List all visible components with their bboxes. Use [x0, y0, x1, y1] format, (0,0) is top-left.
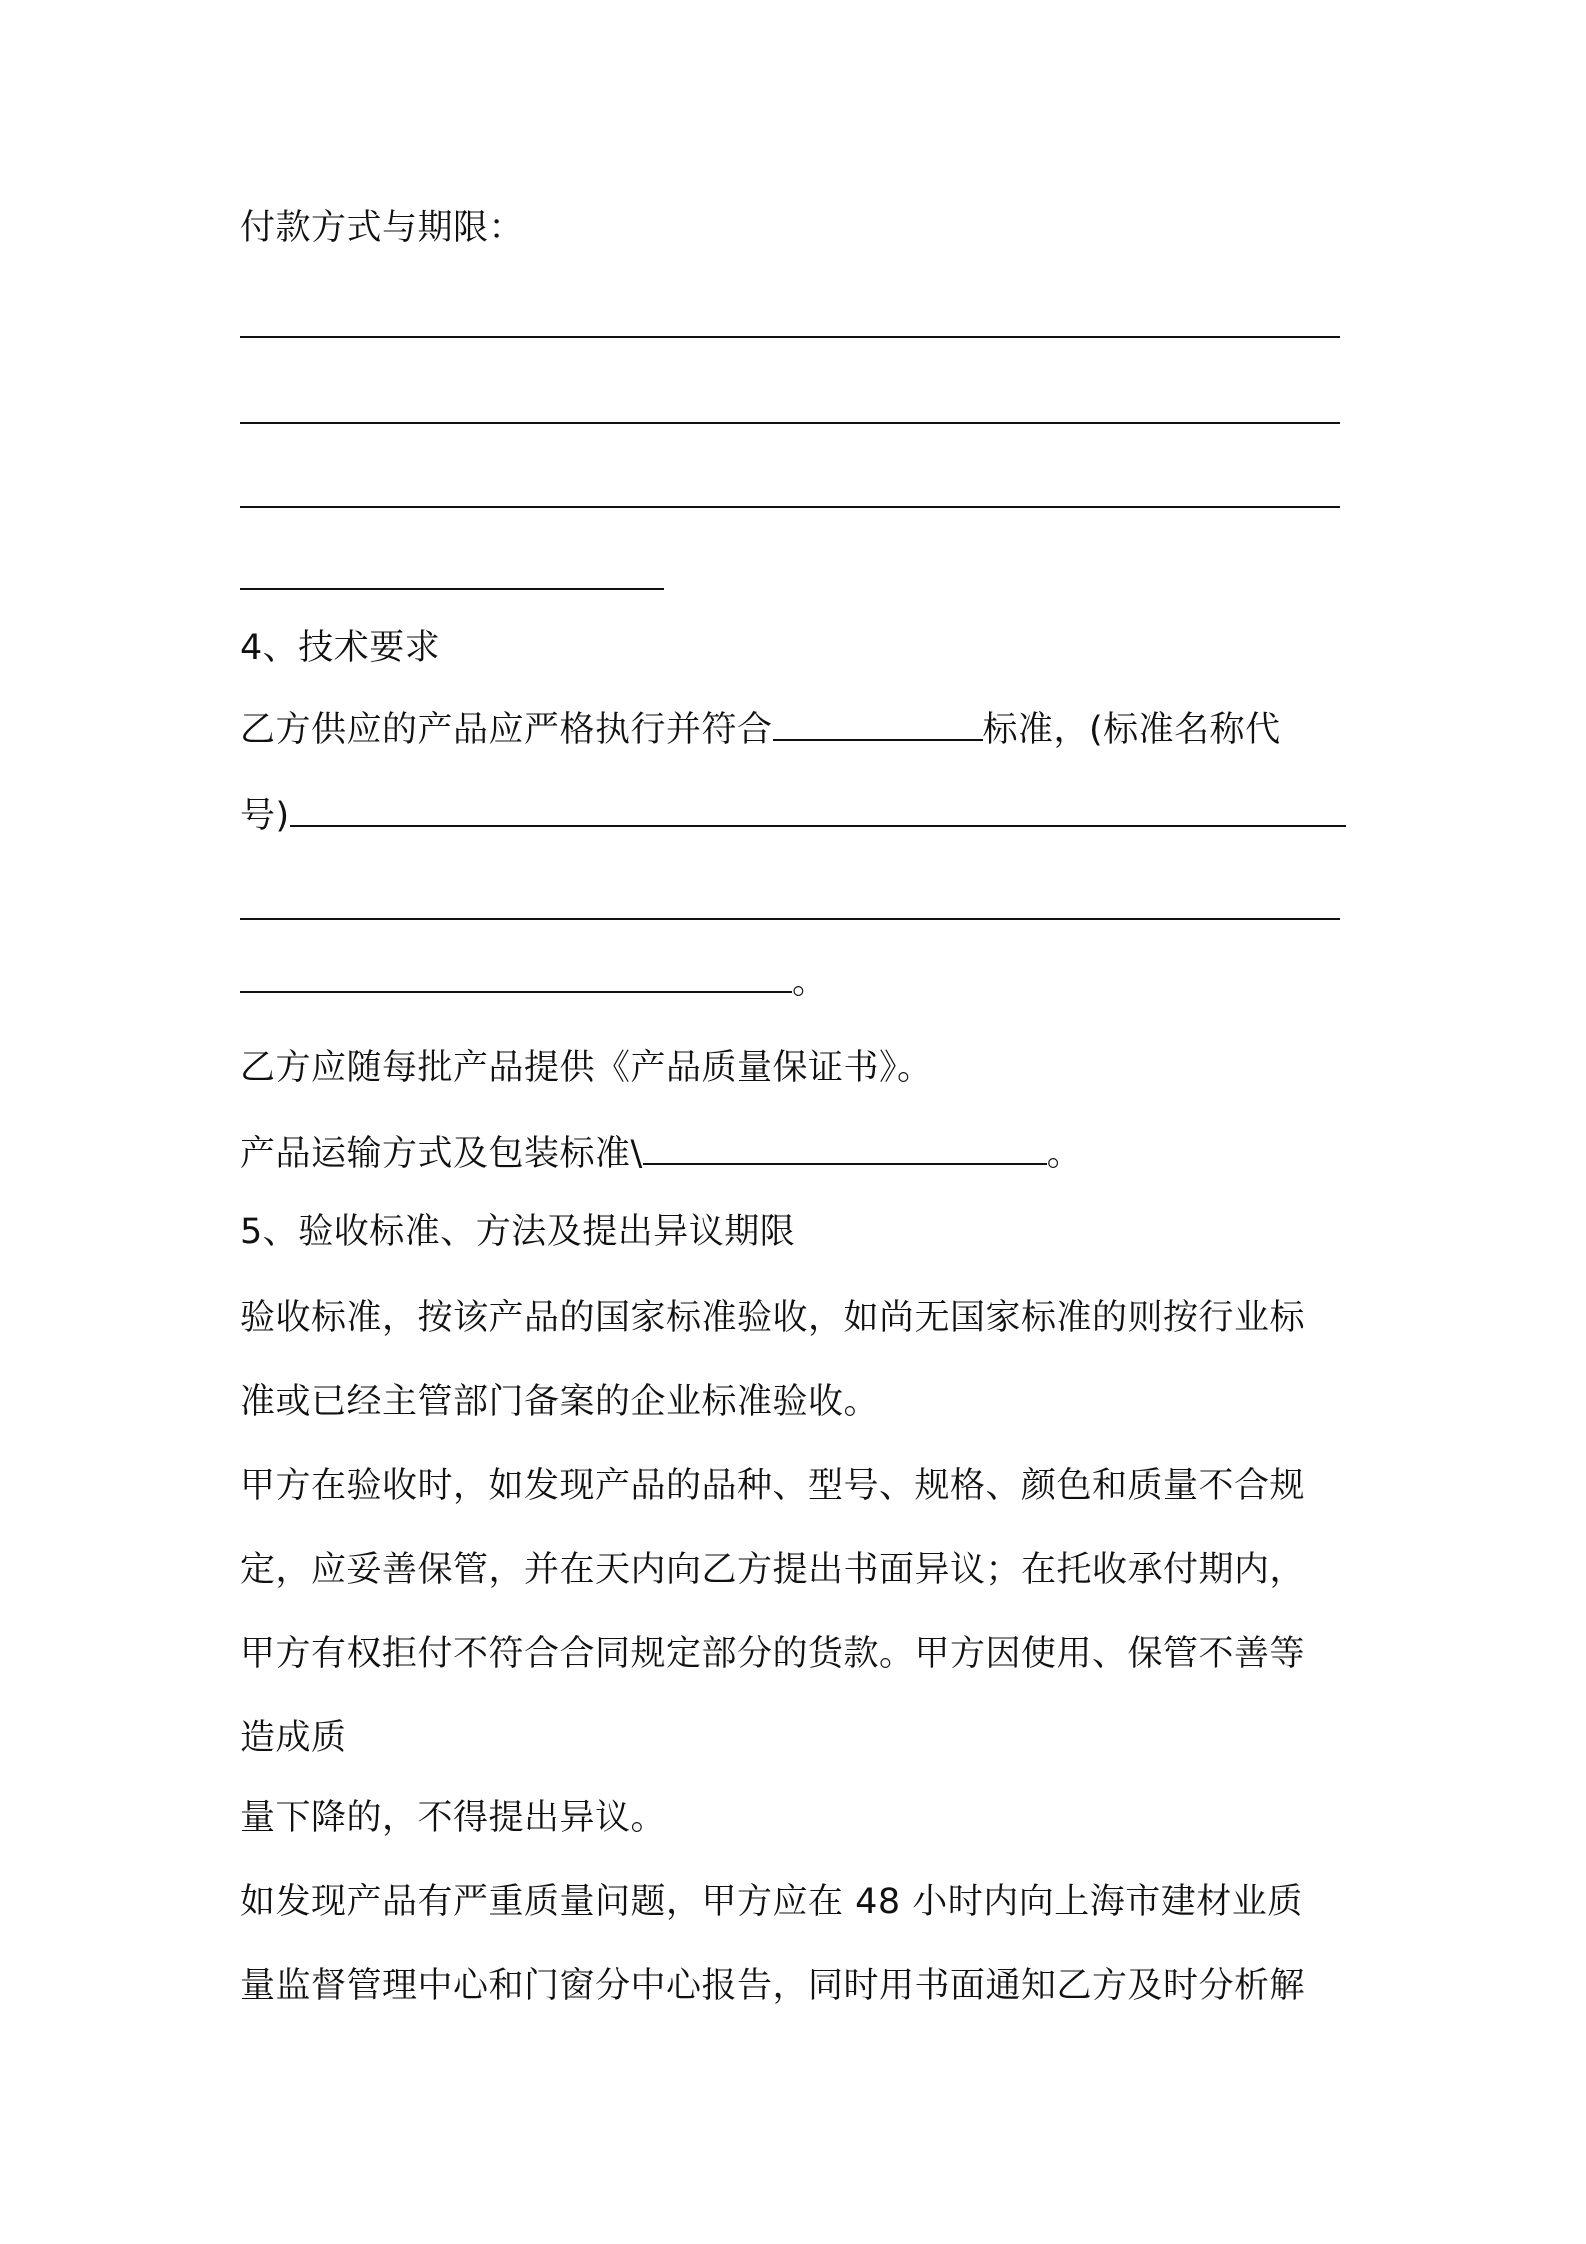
quality-certificate-text: 乙方应随每批产品提供《产品质量保证书》。 — [240, 1048, 933, 1088]
tech-requirement-line-2 — [240, 794, 1346, 838]
acceptance-paragraph-2-line-5: 量下降的，不得提出异议。 — [240, 1798, 667, 1838]
transport-packaging-label: 产品运输方式及包装标准\ — [240, 1134, 643, 1174]
acceptance-paragraph-3-line-1: 如发现产品有严重质量问题，甲方应在 48 小时内向上海市建材业质 — [240, 1882, 1303, 1922]
standard-code-blank — [290, 825, 1346, 827]
standard-code-label: 号) — [240, 796, 290, 836]
payment-blank-line-4 — [240, 588, 664, 590]
section-4-title: 4、技术要求 — [240, 628, 441, 668]
standard-blank — [773, 739, 983, 741]
acceptance-paragraph-1-line-1: 验收标准，按该产品的国家标准验收，如尚无国家标准的则按行业标 — [240, 1298, 1306, 1338]
transport-packaging-line — [240, 1132, 1082, 1176]
transport-packaging-blank — [643, 1163, 1047, 1165]
tech-requirement-line-1 — [240, 708, 1281, 752]
transport-period: 。 — [1046, 1134, 1083, 1174]
payment-terms-heading: 付款方式与期限： — [240, 208, 525, 248]
standard-blank-line-4 — [240, 991, 792, 993]
payment-blank-line-1 — [240, 336, 1340, 338]
standard-blank-line-3 — [240, 918, 1340, 920]
acceptance-paragraph-2-line-4: 造成质 — [240, 1718, 347, 1758]
acceptance-paragraph-3-line-2: 量监督管理中心和门窗分中心报告，同时用书面通知乙方及时分析解 — [240, 1966, 1306, 2006]
payment-blank-line-2 — [240, 422, 1340, 424]
tech-requirement-line-4 — [240, 960, 828, 1004]
payment-blank-line-3 — [240, 506, 1340, 508]
tech-line-4-period: 。 — [792, 962, 828, 1002]
tech-requirement-suffix: 标准，(标准名称代 — [982, 710, 1281, 750]
tech-requirement-prefix: 乙方供应的产品应严格执行并符合 — [240, 710, 773, 750]
acceptance-paragraph-1-line-2: 准或已经主管部门备案的企业标准验收。 — [240, 1382, 880, 1422]
section-5-title: 5、验收标准、方法及提出异议期限 — [240, 1212, 796, 1252]
acceptance-paragraph-2-line-1: 甲方在验收时，如发现产品的品种、型号、规格、颜色和质量不合规 — [240, 1466, 1306, 1506]
acceptance-paragraph-2-line-3: 甲方有权拒付不符合合同规定部分的货款。甲方因使用、保管不善等 — [240, 1634, 1306, 1674]
acceptance-paragraph-2-line-2: 定，应妥善保管，并在天内向乙方提出书面异议；在托收承付期内， — [240, 1550, 1306, 1590]
